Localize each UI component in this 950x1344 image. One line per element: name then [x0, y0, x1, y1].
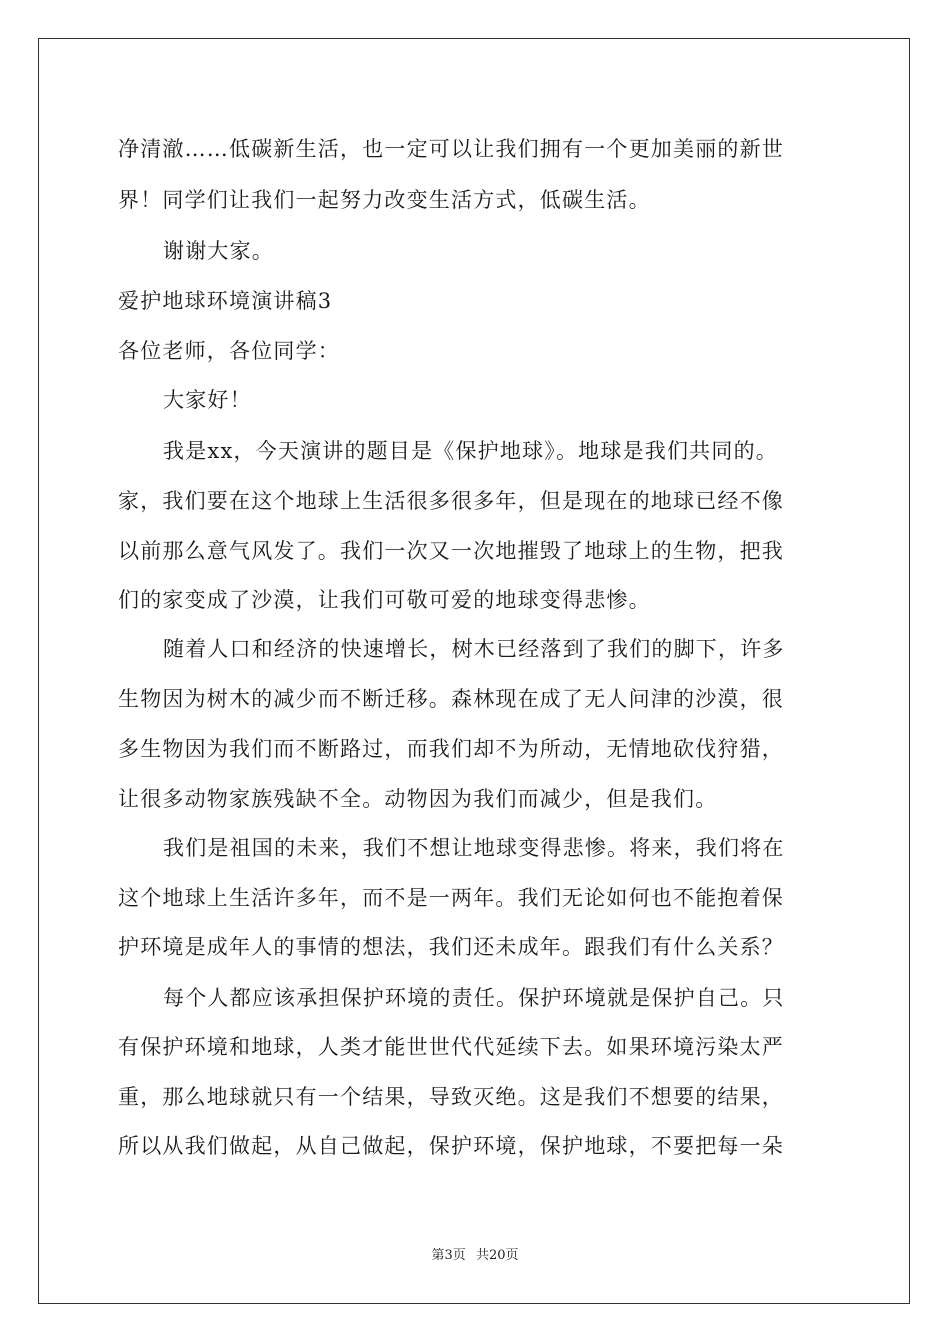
text-line: 净清澈……低碳新生活，也一定可以让我们拥有一个更加美丽的新世 [118, 137, 784, 161]
text-line: 我是xx，今天演讲的题目是《保护地球》。地球是我们共同的。 [163, 439, 778, 463]
text-line: 们的家变成了沙漠，让我们可敬可爱的地球变得悲惨。 [118, 588, 651, 612]
text-line: 随着人口和经济的快速增长，树木已经落到了我们的脚下，许多 [163, 637, 785, 661]
page-total: 共20页 [475, 1248, 519, 1263]
text-line: 每个人都应该承担保护环境的责任。保护环境就是保护自己。只 [163, 986, 785, 1010]
text-line: 家，我们要在这个地球上生活很多很多年，但是现在的地球已经不像 [118, 489, 784, 513]
text-line: 这个地球上生活许多年，而不是一两年。我们无论如何也不能抱着保 [118, 886, 784, 910]
text-line: 所以从我们做起，从自己做起，保护环境，保护地球，不要把每一朵 [118, 1134, 784, 1158]
salutation: 各位老师，各位同学： [118, 339, 340, 363]
text-line: 有保护环境和地球，人类才能世世代代延续下去。如果环境污染太严 [118, 1035, 784, 1059]
text-line: 多生物因为我们而不断路过，而我们却不为所动，无情地砍伐狩猎， [118, 737, 784, 761]
section-heading: 爱护地球环境演讲稿3 [118, 289, 333, 313]
text-line: 护环境是成年人的事情的想法，我们还未成年。跟我们有什么关系？ [118, 935, 784, 959]
page-border [38, 38, 910, 1304]
page-footer [0, 1247, 950, 1265]
greeting: 大家好！ [163, 388, 252, 412]
text-line: 让很多动物家族残缺不全。动物因为我们而减少，但是我们。 [118, 787, 718, 811]
text-line: 以前那么意气风发了。我们一次又一次地摧毁了地球上的生物，把我 [118, 539, 784, 563]
page-number: 第3页 [431, 1248, 466, 1263]
text-line: 生物因为树木的减少而不断迁移。森林现在成了无人问津的沙漠，很 [118, 687, 784, 711]
text-line: 我们是祖国的未来，我们不想让地球变得悲惨。将来，我们将在 [163, 836, 785, 860]
text-line: 重，那么地球就只有一个结果，导致灭绝。这是我们不想要的结果， [118, 1085, 784, 1109]
text-line: 谢谢大家。 [163, 239, 274, 263]
text-line: 界！同学们让我们一起努力改变生活方式，低碳生活。 [118, 188, 651, 212]
